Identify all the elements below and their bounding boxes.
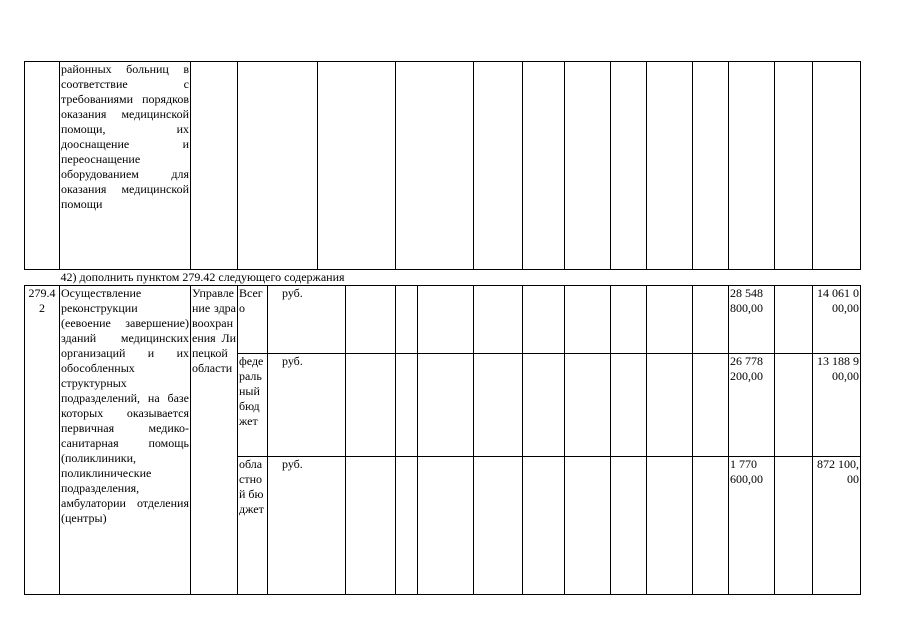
instruction-row — [25, 270, 861, 286]
unit-total: руб. — [268, 286, 346, 354]
amount-b-regional: 872 100,00 — [813, 457, 861, 595]
instruction-text: 42) дополнить пунктом 279.42 следующего содержания — [60, 270, 345, 284]
item-description: Осуществление реконструкции (еевоение завершение) зданий медицинских организаций и их обособленных структурных подразделений, на базе которых оказывается первичная медико-санитарная помощь (поликлиники, поликлинические подразделения, амбулатории отделения (центры) — [60, 286, 191, 595]
continuation-text: районных больниц в соответствие с требованиями порядков оказания медицинской помощи, их дооснащение и переоснащение оборудованием для оказания медицинской помощи — [60, 62, 191, 270]
source-regional: областной бюджет — [238, 457, 268, 595]
cell-number — [25, 62, 60, 270]
item-row-total — [25, 286, 861, 354]
amount-a-total: 28 548 800,00 — [729, 286, 775, 354]
amount-b-federal: 13 188 900,00 — [813, 354, 861, 457]
amount-b-total: 14 061 000,00 — [813, 286, 861, 354]
amount-a-federal: 26 778 200,00 — [729, 354, 775, 457]
item-executor: Управление здравоохранения Липецкой области — [191, 286, 238, 595]
amount-a-regional: 1 770 600,00 — [729, 457, 775, 595]
program-table — [24, 61, 861, 595]
continuation-row — [25, 62, 861, 270]
unit-regional: руб. — [268, 457, 346, 595]
document-table-container — [24, 61, 861, 595]
unit-federal: руб. — [268, 354, 346, 457]
item-number: 279.42 — [25, 286, 60, 595]
source-federal: федеральный бюджет — [238, 354, 268, 457]
source-total: Всего — [238, 286, 268, 354]
